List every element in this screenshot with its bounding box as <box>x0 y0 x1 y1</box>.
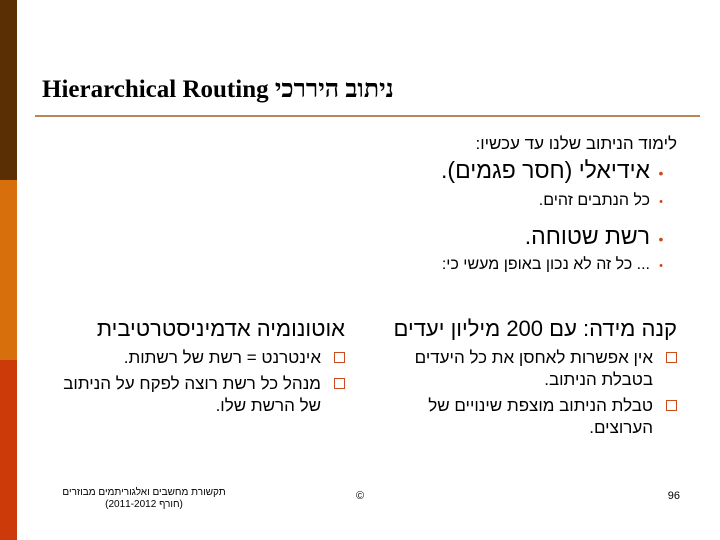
bullet-flat-text: רשת שטוחה. <box>524 223 650 249</box>
scale-item-text: אין אפשרות לאחסן את כל היעדים בטבלת הניתוב. <box>414 348 653 389</box>
admin-autonomy-column <box>45 314 345 417</box>
footer-semester: (חורף 2011-2012) <box>105 499 183 510</box>
color-bar-top <box>0 0 17 180</box>
square-bullet-icon <box>334 352 345 363</box>
square-bullet-icon <box>666 400 677 411</box>
sub-bullet-routers-text: כל הנתבים זהים. <box>538 192 650 209</box>
copyright-icon: © <box>355 490 365 502</box>
scale-heading: קנה מידה: עם 200 מיליון יעדים <box>393 316 677 341</box>
autonomy-heading: אוטונומיה אדמיניסטרטיבית <box>96 316 345 341</box>
page-number: 96 <box>667 490 680 502</box>
autonomy-item <box>45 373 345 417</box>
sub-bullet-not-practical <box>442 256 672 274</box>
scale-column <box>377 314 677 439</box>
scale-item <box>377 395 677 439</box>
bullet-flat-network <box>525 223 672 250</box>
intro-text: לימוד הניתוב שלנו עד עכשיו: <box>475 134 677 153</box>
sub-bullet-not-practical-text: ... כל זה לא נכון באופן מעשי כי: <box>441 256 650 273</box>
sub-bullet-routers <box>539 192 672 210</box>
bullet-ideal-text: אידיאלי (חסר פגמים). <box>441 157 650 183</box>
sub-bullet-dot-icon: • <box>659 260 663 272</box>
color-bar-bottom <box>0 360 17 540</box>
title-underline <box>35 115 700 117</box>
scale-item-text: טבלת הניתוב מוצפת שינויים של הערוצים. <box>428 396 653 437</box>
autonomy-item-text: אינטרנט = רשת של רשתות. <box>123 348 321 367</box>
scale-item <box>377 347 677 391</box>
footer-course <box>44 487 244 511</box>
autonomy-item <box>45 347 345 369</box>
bullet-dot-icon: • <box>658 231 664 247</box>
square-bullet-icon <box>666 352 677 363</box>
bullet-ideal <box>441 157 672 184</box>
color-bar-middle <box>0 180 17 360</box>
left-color-bar <box>0 0 17 540</box>
square-bullet-icon <box>334 378 345 389</box>
footer-course-name: תקשורת מחשבים ואלגוריתמים מבוזרים <box>62 487 226 498</box>
sub-bullet-dot-icon: • <box>659 196 663 208</box>
slide-title: Hierarchical Routing ניתוב היררכי <box>42 76 394 103</box>
autonomy-item-text: מנהל כל רשת רוצה לפקח על הניתוב של הרשת שלו. <box>63 374 321 415</box>
bullet-dot-icon: • <box>658 165 664 181</box>
